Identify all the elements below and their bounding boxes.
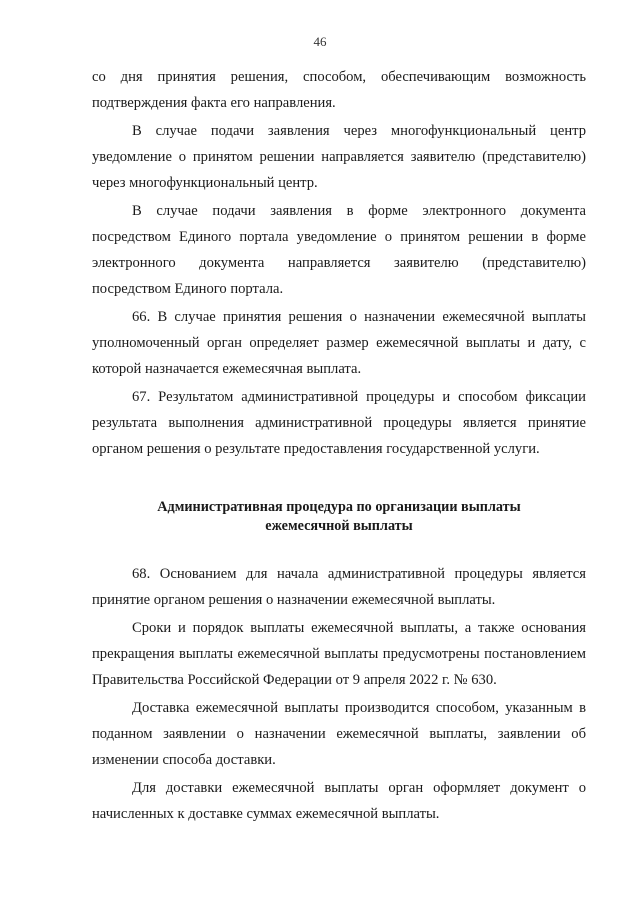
paragraph-68: 68. Основанием для начала административной процедуры является принятие органом решения о назначении ежемесячной выплаты. [92, 566, 586, 608]
paragraph-portal-notification: В случае подачи заявления в форме электронного документа посредством Единого портала уведомление о принятом решении в форме электронного документа направляется заявителю (представителю) посредством Единого портала. [92, 203, 586, 297]
section-heading-line-2: ежемесячной выплаты [265, 518, 413, 534]
paragraph-mfc-notification: В случае подачи заявления через многофункциональный центр уведомление о принятом решении направляется заявителю (представителю) через многофункциональный центр. [92, 123, 586, 191]
paragraph-67: 67. Результатом административной процедуры и способом фиксации результата выполнения административной процедуры является принятие органом решения о результате предоставления государственной услуги. [92, 389, 586, 457]
page-number: 46 [313, 34, 327, 49]
paragraph-continuation: со дня принятия решения, способом, обеспечивающим возможность подтверждения факта его направления. [92, 69, 586, 111]
paragraph-payment-terms: Сроки и порядок выплаты ежемесячной выплаты, а также основания прекращения выплаты ежемесячной выплаты предусмотрены постановлением Правительства Российской Федерации от 9 апреля 2022 г. № 630. [92, 620, 586, 688]
document-body [92, 64, 586, 827]
section-heading-line-1: Административная процедура по организации выплаты [157, 499, 521, 515]
paragraph-66: 66. В случае принятия решения о назначении ежемесячной выплаты уполномоченный орган определяет размер ежемесячной выплаты и дату, с которой назначается ежемесячная выплата. [92, 309, 586, 377]
paragraph-delivery-document: Для доставки ежемесячной выплаты орган оформляет документ о начисленных к доставке суммах ежемесячной выплаты. [92, 780, 586, 822]
section-heading [92, 498, 586, 536]
paragraph-delivery-method: Доставка ежемесячной выплаты производится способом, указанным в поданном заявлении о назначении ежемесячной выплаты, заявлении об изменении способа доставки. [92, 700, 586, 768]
